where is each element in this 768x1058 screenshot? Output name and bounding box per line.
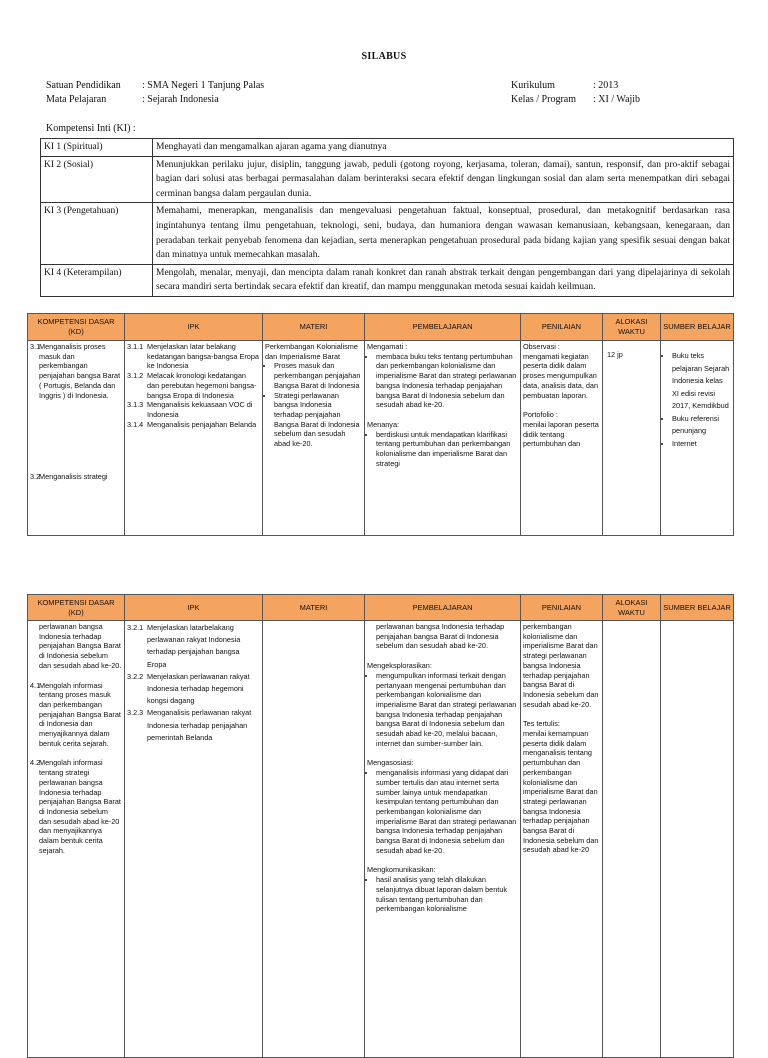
alokasi-value: 12 jp: [607, 350, 623, 359]
tes-label: Tes tertulis:: [523, 719, 560, 729]
kd-text: Mengolah informasi tentang strategi perlawanan bangsa Indonesia terhadap penjajahan Bangsa Barat di Indonesia sebelum dan sesudah abad ke-20 dan menyajikannya dalam bentuk cerita sejarah.: [39, 758, 121, 855]
col-sumber: SUMBER BELAJAR: [661, 314, 734, 341]
document-title: SILABUS: [361, 51, 407, 62]
col-ipk: IPK: [125, 595, 263, 621]
ipk-text: Menjelaskan perlawanan rakyat Indonesia terhadap hegemoni kongsi dagang: [147, 671, 250, 706]
ipk-number: 3.1.2: [127, 371, 144, 381]
kelas-label: Kelas / Program: [511, 94, 576, 105]
ki-text: Memahami, menerapkan, menganalisis dan mengevaluasi pengetahuan faktual, konseptual, prosedural, dan metakognitif berdasarkan rasa ingintahunya tentang ilmu pengetahuan, teknologi, seni, budaya, dan humaniora dengan wawasan kemanusiaan, kebangsaan, kenegaraan, dan peradaban terkait penyebab fenomena dan kejadian, serta menerapkan pengetahuan prosedural pada bidang kajian yang spesifik sesuai dengan bakat dan minatnya untuk memecahkan masalah.: [153, 203, 734, 264]
mengamati-label: Mengamati :: [367, 342, 408, 351]
col-materi: MATERI: [263, 314, 365, 341]
list-item: • mengumpulkan informasi terkait dengan pertanyaan mengenai pertumbuhan dan perkembangan kolonialisme dan imperialisme Barat dan strategi perlawanan bangsa Indonesia terhadap penjajahan bangsa Barat di Indonesia sebelum dan sesudah abad ke-20, melalui bacaan, internet dan sumber-sumber lain.: [376, 671, 518, 749]
list-item: • Buku referensi penunjang: [672, 413, 731, 438]
kd-cell: [28, 621, 125, 1058]
kd-item: [30, 758, 122, 855]
penilaian-continued: perkembangan kolonialisme dan imperialisme Barat dan strategi perlawanan bangsa Indonesia terhadap penjajahan bangsa Barat di Indonesia sebelum dan sesudah abad ke-20.: [523, 622, 599, 709]
ipk-number: 3.2.3: [127, 708, 144, 718]
list-item: • berdiskusi untuk mendapatkan klarifikasi tentang pertumbuhan dan perkembangan kolonialisme dan imperialisme Barat dan strategi: [376, 430, 518, 469]
kd-number: 4.1: [30, 680, 41, 690]
pembelajaran-cell: [365, 621, 521, 1058]
pembelajaran-continued: perlawanan bangsa Indonesia terhadap penjajahan bangsa Barat di Indonesia sebelum dan sesudah abad ke-20.: [376, 622, 505, 651]
materi-cell: [263, 621, 365, 1058]
satuan-label: Satuan Pendidikan: [46, 80, 121, 91]
observasi-label: Observasi :: [523, 342, 560, 351]
list-item: • Buku teks pelajaran Sejarah Indonesia kelas XI edisi revisi 2017, Kemdikbud: [672, 350, 731, 413]
list-item: • Internet: [672, 438, 731, 451]
penilaian-cell: [521, 621, 603, 1058]
sumber-cell: [661, 621, 734, 1058]
header-row: [28, 314, 734, 341]
kd-text: Mengolah informasi tentang proses masuk dan perkembangan penjajahan Bangsa Barat di Indonesia dan menyajikannya dalam bentuk cerita sejarah.: [39, 680, 121, 748]
ipk-text: Menjelaskan latar belakang kedatangan bangsa-bangsa Eropa ke Indonesia: [147, 342, 259, 371]
ki-label: KI 4 (Keterampilan): [41, 264, 153, 296]
col-penilaian: PENILAIAN: [521, 595, 603, 621]
portofolio-text: menilai laporan peserta didik tentang pertumbuhan dan: [523, 419, 599, 449]
eksplorasi-label: Mengeksplorasikan:: [367, 661, 432, 671]
silabus-table-2: [27, 594, 734, 1058]
ipk-number: 3.1.1: [127, 342, 144, 351]
ipk-cell: [125, 341, 263, 536]
observasi-text: mengamati kegiatan peserta didik dalam proses mengumpulkan data, analisis data, dan pembuatan laporan.: [523, 351, 599, 400]
kelas-value: : XI / Wajib: [593, 94, 641, 105]
col-pembelajaran: PEMBELAJARAN: [365, 595, 521, 621]
col-kd: KOMPETENSI DASAR (KD): [28, 595, 125, 621]
ipk-text: Menganalisis perlawanan rakyat Indonesia terhadap penjajahan pemerintah Belanda: [147, 708, 252, 742]
ipk-text: Melacak kronologi kedatangan dan perebutan hegemoni bangsa-bangsa Eropa di Indonesia: [147, 371, 257, 400]
ki-text: Menghayati dan mengamalkan ajaran agama yang dianutnya: [153, 139, 734, 157]
ipk-item: [127, 420, 260, 430]
ki-row: [41, 156, 734, 203]
ipk-item: [127, 400, 260, 419]
kd-continued: perlawanan bangsa Indonesia terhadap penjajahan Bangsa Barat di Indonesia sebelum dan sesudah abad ke-20.: [39, 622, 122, 670]
header-row: [28, 595, 734, 621]
tes-text: menilai kemampuan peserta didik dalam menganalisis tentang pertumbuhan dan perkembangan kolonialisme dan imperialisme Barat dan strategi perlawanan bangsa Indonesia terhadap penjajahan bangsa Barat di Indonesia sebelum dan sesudah abad ke-20: [523, 729, 599, 855]
komunikasi-list: [367, 875, 518, 914]
ki-label: KI 2 (Sosial): [41, 156, 153, 203]
ipk-item: [127, 371, 260, 400]
col-alokasi: ALOKASI WAKTU: [603, 595, 661, 621]
mapel-value: : Sejarah Indonesia: [142, 94, 219, 105]
ki-heading: Kompetensi Inti (KI) :: [46, 123, 136, 134]
satuan-value: : SMA Negeri 1 Tanjung Palas: [142, 80, 265, 91]
materi-list: [265, 361, 362, 448]
komunikasi-label: Mengkomunikasikan:: [367, 865, 436, 875]
ipk-item: [127, 707, 260, 744]
ipk-text: Menganalisis penjajahan Belanda: [147, 419, 257, 429]
ipk-item: [127, 342, 260, 371]
pembelajaran-cell: [365, 341, 521, 536]
list-item: • hasil analisis yang telah dilakukan selanjutnya dibuat laporan dalam bentuk tulisan tentang pertumbuhan dan perkembangan kolonialisme: [376, 875, 518, 914]
ki-label: KI 1 (Spiritual): [41, 139, 153, 157]
penilaian-cell: [521, 341, 603, 536]
col-sumber: SUMBER BELAJAR: [661, 595, 734, 621]
kd-cell: [28, 341, 125, 536]
ipk-number: 3.2.2: [127, 671, 144, 681]
ki-row: [41, 139, 734, 157]
sumber-list: [663, 342, 731, 450]
kd-item: [30, 342, 122, 400]
ipk-number: 3.1.4: [127, 419, 144, 429]
col-alokasi: ALOKASI WAKTU: [603, 314, 661, 341]
ipk-item: [127, 622, 260, 671]
table-row: [28, 341, 734, 536]
kurikulum-label: Kurikulum: [511, 80, 555, 91]
col-materi: MATERI: [263, 595, 365, 621]
menanya-label: Menanya:: [367, 419, 400, 429]
ki-text: Menunjukkan perilaku jujur, disiplin, tanggung jawab, peduli (gotong royong, kerjasama, toleran, damai), santun, responsif, dan pro-aktif sebagai bagian dari solusi atas berbagai permasalahan dalam berinteraksi secara efektif dengan lingkungan sosial dan alam serta menempatkan diri sebagai cerminan bangsa dalam pergaulan dunia.: [153, 156, 734, 203]
asosiasi-label: Mengasosiasi:: [367, 758, 414, 768]
silabus-table-1: [27, 313, 734, 536]
ipk-number: 3.1.3: [127, 400, 144, 410]
list-item: • menganalisis informasi yang didapat dari sumber tertulis dan atau internet serta sumber lainya untuk mendapatkan kesimpulan tentang pertumbuhan dan perkembangan kolonialisme dan imperialisme Barat dan strategi perlawanan bangsa Indonesia terhadap penjajahan bangsa Barat di Indonesia sebelum dan sesudah abad ke-20.: [376, 768, 518, 855]
ki-row: [41, 264, 734, 296]
kurikulum-value: : 2013: [593, 80, 619, 91]
ki-row: [41, 203, 734, 264]
ipk-item: [127, 671, 260, 708]
mengamati-list: [367, 352, 518, 410]
alokasi-cell: [603, 621, 661, 1058]
ipk-text: Menganalisis kekuasaan VOC di Indonesia: [147, 400, 253, 419]
kd-number: 3.2: [30, 472, 41, 482]
ki-table: [40, 138, 734, 297]
kd-item: [30, 472, 122, 482]
list-item: • membaca buku teks tentang pertumbuhan dan perkembangan kolonialisme dan imperialisme Barat dan strategi perlawanan bangsa Indonesia terhadap penjajahan bangsa Barat di Indonesia sebelum dan sesudah abad ke-20.: [376, 352, 518, 410]
eksplorasi-list: [367, 671, 518, 749]
materi-title: Perkembangan Kolonialisme dan Imperialisme Barat: [265, 342, 358, 361]
table-row: [28, 621, 734, 1058]
materi-cell: [263, 341, 365, 536]
col-penilaian: PENILAIAN: [521, 314, 603, 341]
ipk-number: 3.2.1: [127, 623, 144, 632]
ipk-cell: [125, 621, 263, 1058]
kd-text: Menganalisis strategi: [39, 472, 108, 482]
portofolio-label: Portofolio :: [523, 410, 558, 420]
col-pembelajaran: PEMBELAJARAN: [365, 314, 521, 341]
col-kd: KOMPETENSI DASAR (KD): [28, 314, 125, 341]
kd-number: 4.2: [30, 758, 41, 768]
kd-item: [30, 681, 122, 749]
kd-number: 3.1: [30, 342, 41, 351]
sumber-cell: [661, 341, 734, 536]
asosiasi-list: [367, 768, 518, 855]
col-ipk: IPK: [125, 314, 263, 341]
ki-text: Mengolah, menalar, menyaji, dan mencipta dalam ranah konkret dan ranah abstrak terkait dengan pengembangan dari yang dipelajarinya di sekolah secara mandiri serta bertindak secara efektif dan kreatif, dan mampu menggunakan metoda sesuai kaidah keilmuan.: [153, 264, 734, 296]
kd-text: Menganalisis proses masuk dan perkembangan penjajahan bangsa Barat ( Portugis, Belanda dan Inggris ) di Indonesia.: [39, 342, 121, 400]
menanya-list: [367, 430, 518, 469]
list-item: • Proses masuk dan perkembangan penjajahan Bangsa Barat di Indonesia: [274, 361, 362, 390]
ki-label: KI 3 (Pengetahuan): [41, 203, 153, 264]
mapel-label: Mata Pelajaran: [46, 94, 107, 105]
list-item: • Strategi perlawanan bangsa Indonesia terhadap penjajahan Bangsa Barat di Indonesia sebelum dan sesudah abad ke-20.: [274, 391, 362, 449]
alokasi-cell: [603, 341, 661, 536]
ipk-text: Menjelaskan latarbelakang perlawanan rakyat Indonesia terhadap penjajahan bangsa Eropa: [147, 623, 241, 669]
